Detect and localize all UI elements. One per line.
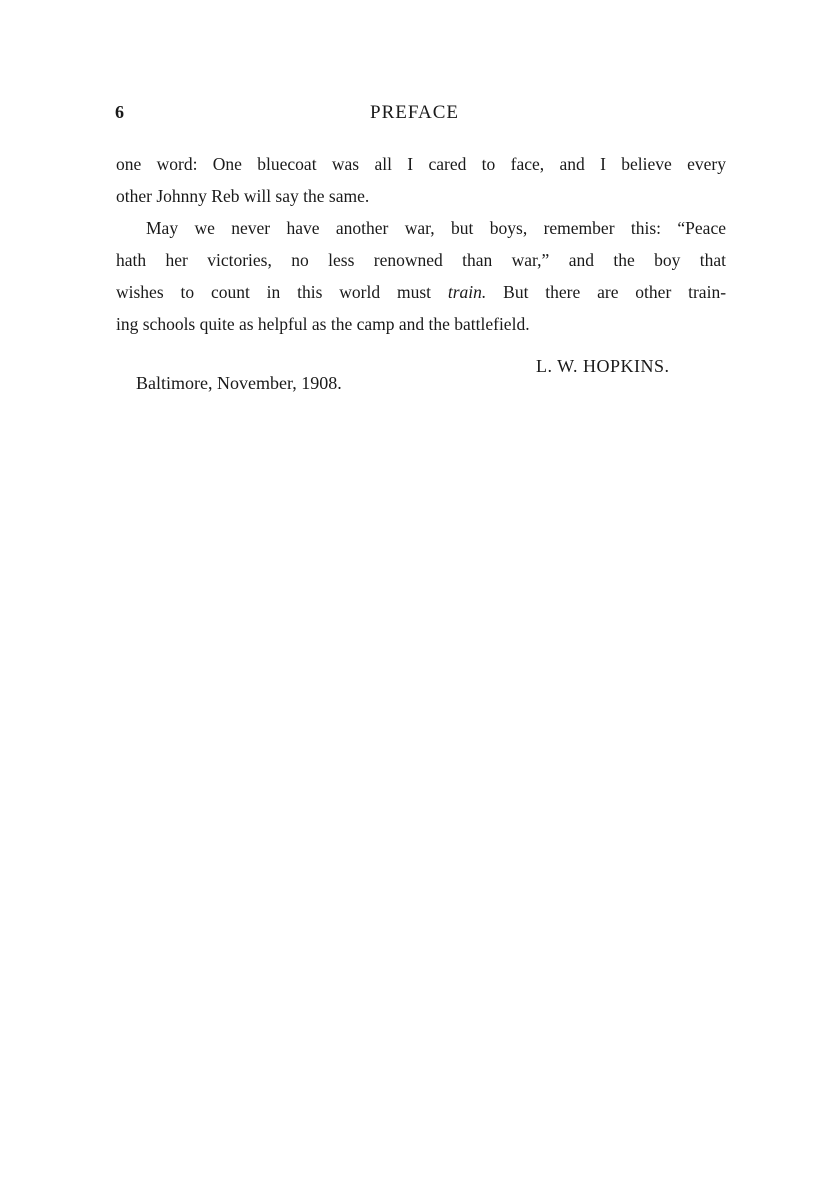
body-line-with-emphasis bbox=[116, 276, 726, 308]
body-line: one word: One bluecoat was all I cared to face, and I believe every bbox=[116, 154, 726, 174]
place-and-date: Baltimore, November, 1908. bbox=[136, 373, 342, 393]
body-line: other Johnny Reb will say the same. bbox=[116, 186, 370, 206]
body-line: hath her victories, no less renowned than war,” and the boy that bbox=[116, 250, 726, 270]
page-number: 6 bbox=[115, 102, 124, 122]
emphasized-word: train. bbox=[447, 282, 487, 302]
body-line: May we never have another war, but boys, remember this: “Peace bbox=[146, 218, 726, 238]
body-text-fragment: wishes to count in this world must bbox=[116, 282, 431, 302]
body-text-fragment: But there are other train- bbox=[503, 282, 727, 302]
body-line: ing schools quite as helpful as the camp and the battlefield. bbox=[116, 314, 530, 334]
author-signature: L. W. HOPKINS. bbox=[536, 356, 670, 376]
running-head: PREFACE bbox=[370, 102, 460, 123]
preface-body bbox=[116, 148, 726, 340]
